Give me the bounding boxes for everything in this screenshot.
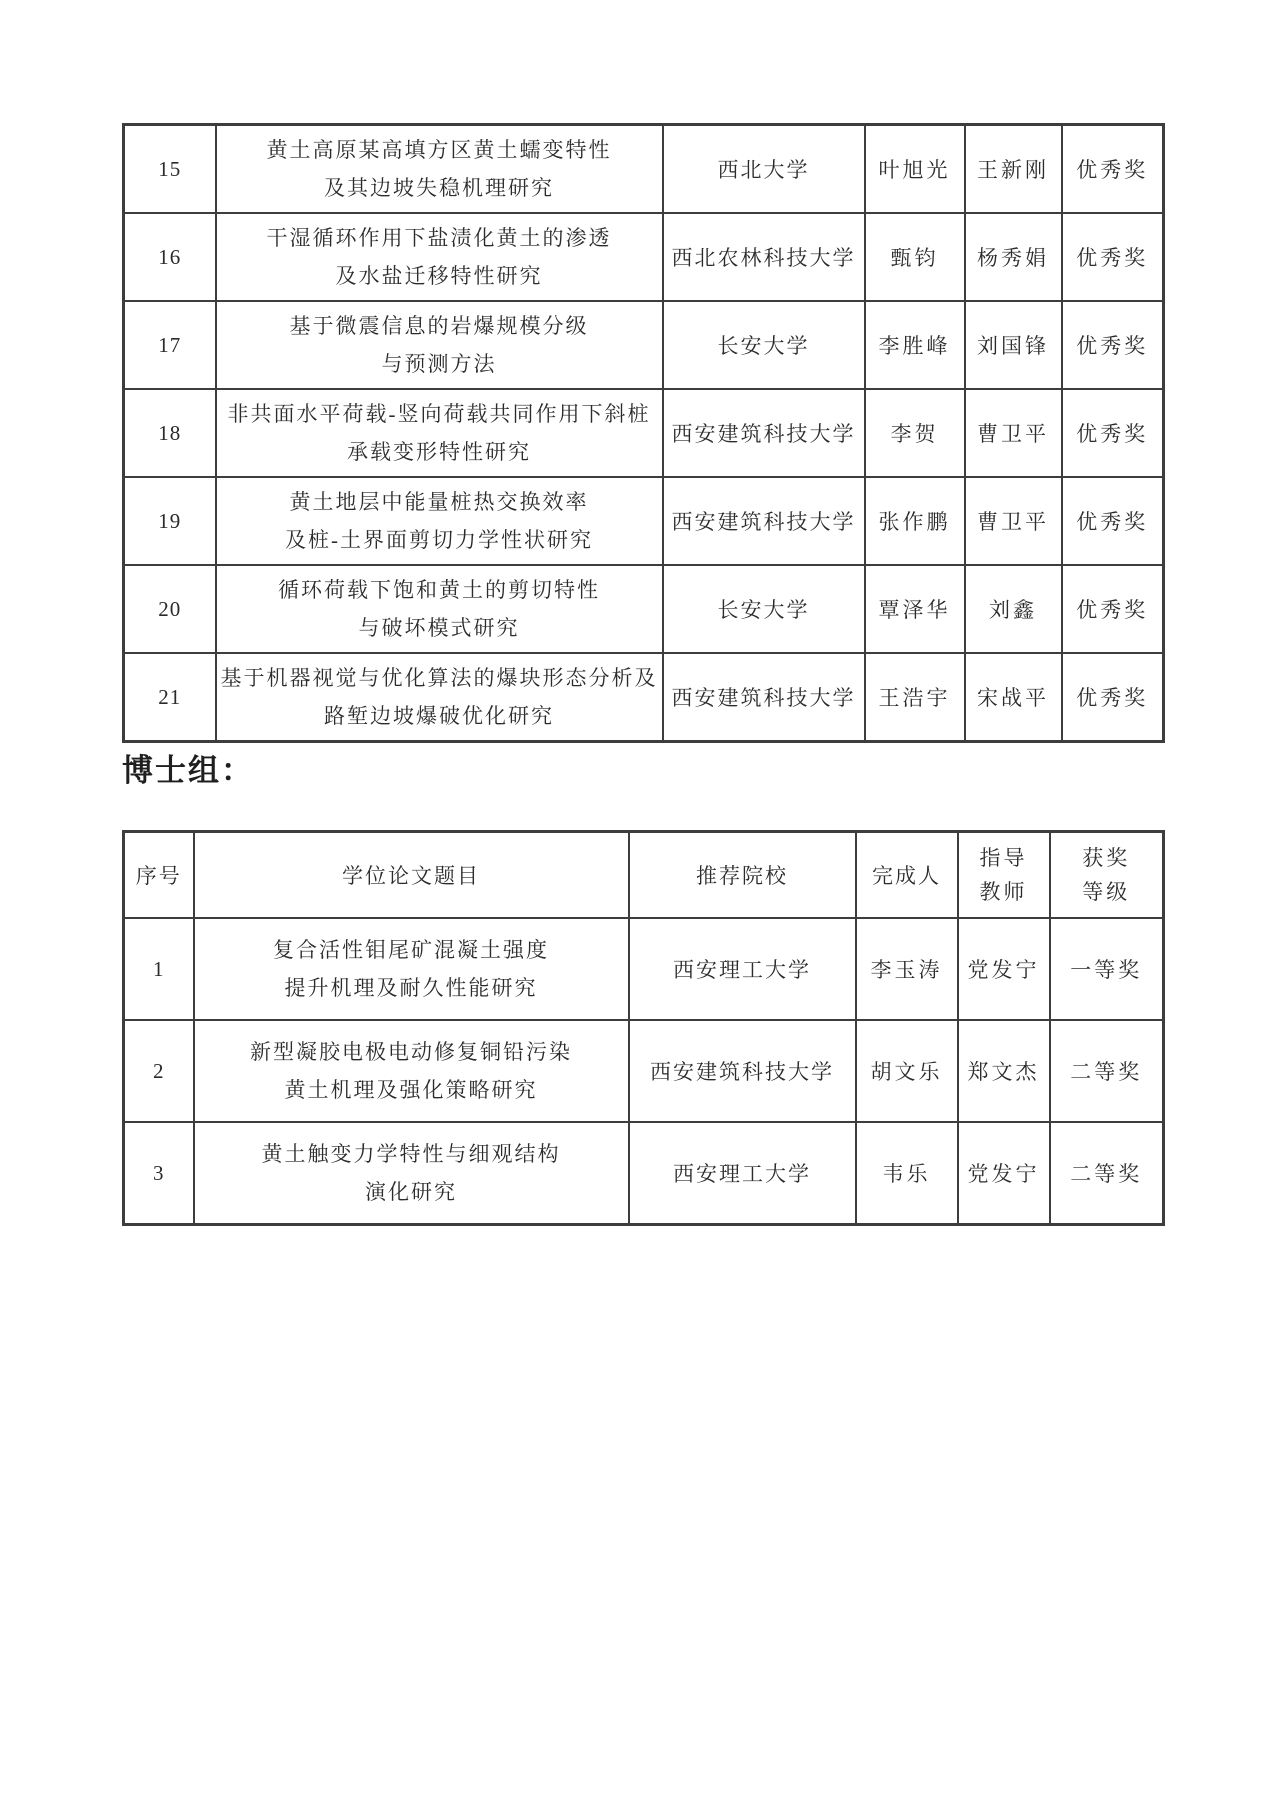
author-cell: 王浩宇 [865, 653, 965, 742]
thesis-title-line: 与预测方法 [381, 352, 497, 376]
author-cell: 覃泽华 [865, 565, 965, 653]
table-header-row [124, 832, 1164, 919]
table-row [124, 389, 1164, 477]
doctoral-group-heading: 博士组： [122, 753, 254, 788]
university-cell: 西安建筑科技大学 [629, 1020, 856, 1122]
author-cell: 张作鹏 [865, 477, 965, 565]
header-award [1050, 832, 1164, 919]
table-row [124, 213, 1164, 301]
row-number-cell: 20 [124, 565, 216, 653]
thesis-title-cell [216, 389, 663, 477]
thesis-title-cell [194, 918, 629, 1020]
row-number-cell: 17 [124, 301, 216, 389]
header-advisor-line: 指导 [979, 846, 1028, 870]
thesis-title-line: 及其边坡失稳机理研究 [324, 176, 554, 200]
university-cell: 西北农林科技大学 [663, 213, 865, 301]
row-number-cell: 2 [124, 1020, 194, 1122]
thesis-title-line: 黄土高原某高填方区黄土蠕变特性 [266, 138, 612, 162]
advisor-cell: 刘鑫 [965, 565, 1062, 653]
row-number-cell: 15 [124, 125, 216, 214]
thesis-title-cell [194, 1122, 629, 1225]
university-cell: 西安理工大学 [629, 918, 856, 1020]
row-number-cell: 3 [124, 1122, 194, 1225]
award-cell: 优秀奖 [1062, 213, 1164, 301]
award-cell: 优秀奖 [1062, 301, 1164, 389]
thesis-title-cell [216, 653, 663, 742]
university-cell: 西安理工大学 [629, 1122, 856, 1225]
author-cell: 甄钧 [865, 213, 965, 301]
thesis-title-line: 黄土地层中能量桩热交换效率 [289, 490, 589, 514]
thesis-title-line: 及桩-土界面剪切力学性状研究 [285, 528, 593, 552]
author-cell: 胡文乐 [856, 1020, 958, 1122]
thesis-title-line: 演化研究 [365, 1180, 457, 1204]
university-cell: 西安建筑科技大学 [663, 653, 865, 742]
university-cell: 西安建筑科技大学 [663, 477, 865, 565]
row-number-cell: 1 [124, 918, 194, 1020]
header-university: 推荐院校 [629, 832, 856, 919]
thesis-title-line: 承载变形特性研究 [347, 440, 531, 464]
advisor-cell: 曹卫平 [965, 477, 1062, 565]
author-cell: 李贺 [865, 389, 965, 477]
thesis-title-line: 干湿循环作用下盐渍化黄土的渗透 [266, 226, 612, 250]
header-advisor [958, 832, 1050, 919]
thesis-title-cell [216, 477, 663, 565]
thesis-title-line: 及水盐迁移特性研究 [335, 264, 543, 288]
row-number-cell: 16 [124, 213, 216, 301]
table-row [124, 918, 1164, 1020]
award-cell: 优秀奖 [1062, 125, 1164, 214]
award-cell: 优秀奖 [1062, 565, 1164, 653]
university-cell: 西北大学 [663, 125, 865, 214]
advisor-cell: 王新刚 [965, 125, 1062, 214]
author-cell: 叶旭光 [865, 125, 965, 214]
table-row [124, 565, 1164, 653]
advisor-cell: 杨秀娟 [965, 213, 1062, 301]
header-advisor-line: 教师 [979, 880, 1028, 904]
thesis-title-cell [216, 125, 663, 214]
advisor-cell: 曹卫平 [965, 389, 1062, 477]
doctoral-awards-table [122, 830, 1165, 1226]
masters-awards-table [122, 123, 1165, 743]
advisor-cell: 宋战平 [965, 653, 1062, 742]
university-cell: 西安建筑科技大学 [663, 389, 865, 477]
award-cell: 优秀奖 [1062, 389, 1164, 477]
row-number-cell: 21 [124, 653, 216, 742]
thesis-title-cell [194, 1020, 629, 1122]
table-row [124, 1122, 1164, 1225]
author-cell: 李玉涛 [856, 918, 958, 1020]
row-number-cell: 19 [124, 477, 216, 565]
thesis-title-line: 黄土机理及强化策略研究 [284, 1078, 538, 1102]
advisor-cell: 刘国锋 [965, 301, 1062, 389]
award-cell: 一等奖 [1050, 918, 1164, 1020]
thesis-title-cell [216, 213, 663, 301]
award-cell: 优秀奖 [1062, 477, 1164, 565]
author-cell: 韦乐 [856, 1122, 958, 1225]
header-no: 序号 [124, 832, 194, 919]
table-row [124, 125, 1164, 214]
header-thesis-title: 学位论文题目 [194, 832, 629, 919]
table-row [124, 653, 1164, 742]
header-award-line: 获奖 [1082, 846, 1131, 870]
thesis-title-cell [216, 565, 663, 653]
thesis-title-line: 循环荷载下饱和黄土的剪切特性 [278, 578, 600, 602]
award-cell: 二等奖 [1050, 1020, 1164, 1122]
thesis-title-line: 路堑边坡爆破优化研究 [324, 704, 554, 728]
award-cell: 二等奖 [1050, 1122, 1164, 1225]
thesis-title-line: 与破坏模式研究 [358, 616, 520, 640]
university-cell: 长安大学 [663, 565, 865, 653]
award-cell: 优秀奖 [1062, 653, 1164, 742]
thesis-title-line: 黄土触变力学特性与细观结构 [261, 1142, 561, 1166]
thesis-title-line: 基于微震信息的岩爆规模分级 [289, 314, 589, 338]
thesis-title-line: 新型凝胶电极电动修复铜铅污染 [250, 1040, 572, 1064]
university-cell: 长安大学 [663, 301, 865, 389]
advisor-cell: 郑文杰 [958, 1020, 1050, 1122]
author-cell: 李胜峰 [865, 301, 965, 389]
advisor-cell: 党发宁 [958, 918, 1050, 1020]
header-author: 完成人 [856, 832, 958, 919]
thesis-title-line: 非共面水平荷载-竖向荷载共同作用下斜桩 [227, 402, 651, 426]
thesis-title-line: 提升机理及耐久性能研究 [284, 976, 538, 1000]
table-row [124, 477, 1164, 565]
table-row [124, 301, 1164, 389]
row-number-cell: 18 [124, 389, 216, 477]
table-row [124, 1020, 1164, 1122]
thesis-title-line: 基于机器视觉与优化算法的爆块形态分析及 [220, 666, 658, 690]
header-award-line: 等级 [1082, 880, 1131, 904]
advisor-cell: 党发宁 [958, 1122, 1050, 1225]
thesis-title-line: 复合活性钼尾矿混凝土强度 [273, 938, 549, 962]
thesis-title-cell [216, 301, 663, 389]
